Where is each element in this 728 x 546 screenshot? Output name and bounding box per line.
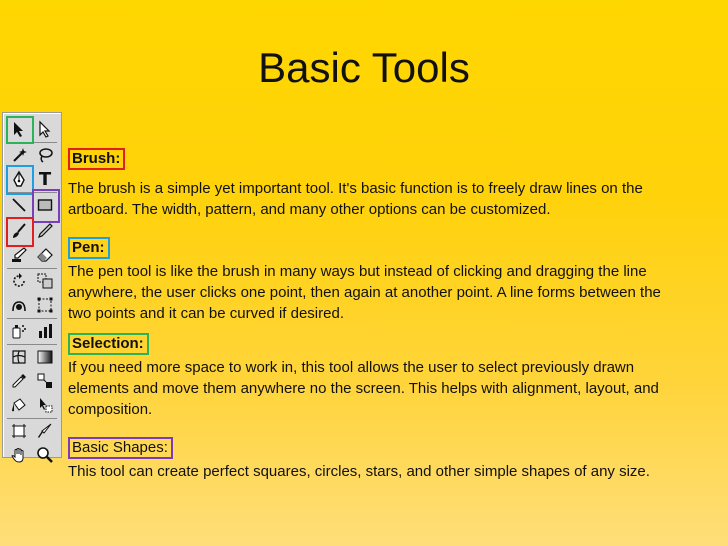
shapes-heading: Basic Shapes: [68, 437, 173, 459]
shapes-section [68, 437, 688, 482]
gradient-icon[interactable] [33, 345, 57, 369]
live-paint-selection-icon[interactable] [33, 393, 57, 417]
mesh-icon[interactable] [7, 345, 31, 369]
brush-section [68, 148, 688, 220]
eyedropper-icon[interactable] [7, 369, 31, 393]
zoom-magnifier-icon[interactable] [33, 443, 57, 467]
selection-heading: Selection: [68, 333, 149, 355]
rectangle-icon[interactable] [33, 193, 57, 217]
brush-description: The brush is a simple yet important tool. It's basic function is to freely draw lines on the artboard. The width, pattern, and many other options can be customized. [68, 180, 643, 218]
hand-icon[interactable] [7, 443, 31, 467]
slice-knife-icon[interactable] [33, 419, 57, 443]
line-segment-icon[interactable] [7, 193, 31, 217]
shapes-description: This tool can create perfect squares, circles, stars, and other simple shapes of any size. [68, 463, 650, 480]
warp-icon[interactable] [7, 293, 31, 317]
paintbrush-icon[interactable] [7, 219, 31, 243]
magic-wand-icon[interactable] [7, 143, 31, 167]
blend-icon[interactable] [33, 369, 57, 393]
column-graph-icon[interactable] [33, 319, 57, 343]
rotate-icon[interactable] [7, 269, 31, 293]
symbol-sprayer-icon[interactable] [7, 319, 31, 343]
type-t-icon[interactable]: T [38, 168, 52, 190]
free-transform-icon[interactable] [33, 293, 57, 317]
slide-title: Basic Tools [258, 44, 470, 91]
blob-brush-icon[interactable] [7, 243, 31, 267]
selection-arrow-icon[interactable] [7, 117, 31, 141]
pen-heading: Pen: [68, 237, 110, 259]
lasso-icon[interactable] [33, 143, 57, 167]
pen-nib-icon[interactable] [7, 167, 31, 191]
scale-icon[interactable] [33, 269, 57, 293]
live-paint-bucket-icon[interactable] [7, 393, 31, 417]
pen-description: The pen tool is like the brush in many ways but instead of clicking and dragging the line anywhere, the user clicks one point, then again at another point. A line forms between the two points and it can be curved if desired. [68, 263, 661, 322]
brush-heading: Brush: [68, 148, 125, 170]
pencil-icon[interactable] [33, 219, 57, 243]
selection-description: If you need more space to work in, this tool allows the user to select previously drawn elements and move them anywhere no the screen. This helps with alignment, layout, and composition. [68, 359, 659, 418]
tools-panel [2, 112, 62, 458]
pen-section [68, 237, 688, 324]
direct-selection-arrow-icon[interactable] [33, 117, 57, 141]
artboard-icon[interactable] [7, 419, 31, 443]
selection-section [68, 333, 688, 420]
eraser-icon[interactable] [33, 243, 57, 267]
